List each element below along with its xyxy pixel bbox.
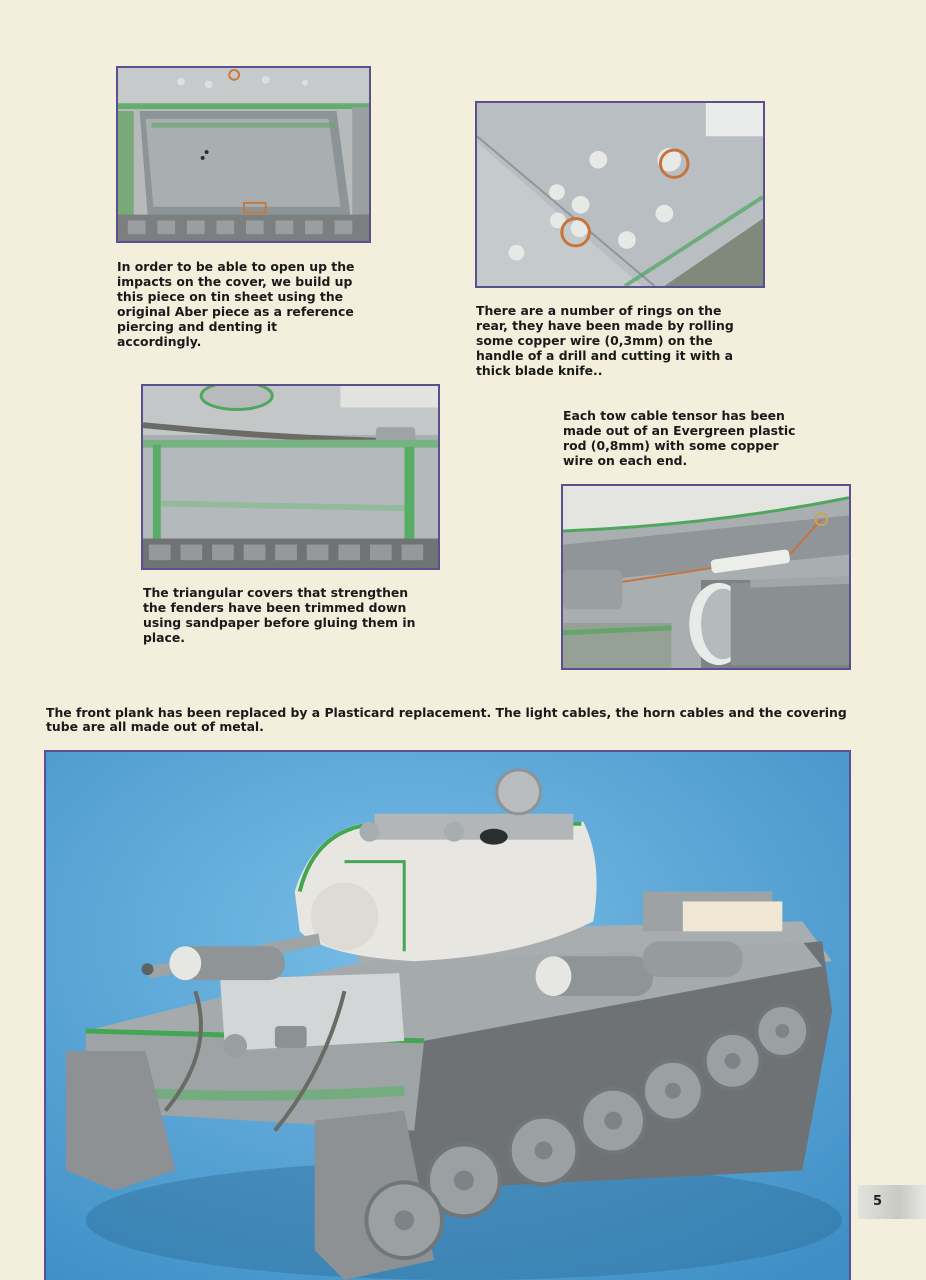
photo-completed-tank [44,750,851,1280]
caption-fender-covers: The triangular covers that strengthen the fenders have been trimmed down using sandpaper before gluing them in place. [143,585,416,645]
photo-cover-piece [116,66,371,243]
photo-tow-cable-tensor [561,484,851,670]
caption-cover-piece: In order to be able to open up the impacts on the cover, we build up this piece on tin sheet using the original Aber piece as a reference piercing and denting it accordingly. [117,259,355,349]
page-number: 5 [873,1194,883,1209]
completed-tank-image [46,752,849,1280]
tow-cable-tensor-image [563,486,849,668]
photo-copper-rings [475,101,765,288]
copper-rings-image [477,103,763,286]
fender-covers-image [143,386,438,568]
caption-tow-cable-tensor: Each tow cable tensor has been made out of an Evergreen plastic rod (0,8mm) with some copper wire on each end. [563,408,796,468]
caption-copper-rings: There are a number of rings on the rear, they have been made by rolling some copper wire (0,3mm) on the handle of a drill and cutting it with a thick blade knife.. [476,303,734,378]
caption-front-plank: The front plank has been replaced by a Plasticard replacement. The light cables, the horn cables and the covering tube are all made out of metal. [46,705,847,734]
photo-fender-covers [141,384,440,570]
cover-piece-image [118,68,369,241]
page-number-tab [858,1185,926,1219]
